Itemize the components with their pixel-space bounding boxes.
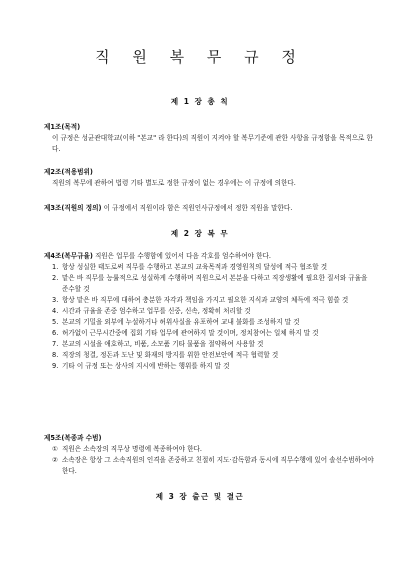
- item-text: 항상 맡은 바 직무에 대하여 충분한 자각과 책임을 가지고 필요한 지식과 교양의 체득에 적극 힘쓸 것: [62, 296, 349, 304]
- item-text: 본교의 기밀을 외부에 누설하거나 허위사실을 유포하여 교내 불화를 조성하지 말 것: [62, 318, 300, 326]
- item-number: 5.: [52, 318, 59, 326]
- article-3-text: 이 규정에서 직원이라 함은 직원인사규정에서 정한 직원을 말한다.: [101, 204, 293, 212]
- article-4-text: 직원은 업무를 수행함에 있어서 다음 각호를 엄수하여야 한다.: [92, 252, 271, 260]
- list-item: [52, 328, 374, 339]
- item-number: 3.: [52, 296, 59, 304]
- item-text: 본교의 시설을 애호하고, 비품, 소모품 기타 물품을 절약하여 사용할 것: [62, 340, 264, 348]
- item-text: 맡은 바 직무를 능률적으로 성실하게 수행하며 직원으로서 본분을 다하고 직장생활에 필요한 질서와 규율을 준수할 것: [62, 274, 368, 293]
- list-item: [52, 317, 374, 328]
- article-4: [44, 251, 374, 372]
- item-number: 6.: [52, 329, 59, 337]
- article-4-heading: 제4조(복무규율): [44, 252, 93, 260]
- list-item: [52, 273, 374, 295]
- article-2-heading: 제2조(적용범위): [44, 168, 93, 176]
- article-1: [44, 122, 374, 155]
- list-item: [52, 306, 374, 317]
- article-5: [44, 433, 374, 477]
- list-item: [52, 444, 374, 455]
- item-text: 항상 성실한 태도로써 직무를 수행하고 본교의 교육목적과 경영원칙의 달성에 적극 협조할 것: [62, 263, 328, 271]
- item-text: 시간과 규율을 존중 엄수하고 업무를 신중, 신속, 정확히 처리할 것: [62, 307, 251, 315]
- list-item: [52, 361, 374, 372]
- document-title: 직 원 복 무 규 정: [95, 48, 305, 66]
- item-text: 직장의 청결, 정돈과 도난 및 화재의 방지를 위한 안전보안에 적극 협력할 것: [62, 351, 279, 359]
- list-item: [52, 295, 374, 306]
- article-2-text: 직원의 복무에 관하여 법령 기타 별도로 정한 규정이 없는 경우에는 이 규정에 의한다.: [52, 179, 296, 187]
- chapter-2-heading: 제 2 장 복 무: [170, 229, 230, 238]
- item-number: 1.: [52, 263, 59, 271]
- item-text: 직원은 소속장의 직무상 명령에 복종하여야 한다.: [62, 445, 202, 453]
- item-number: 9.: [52, 362, 59, 370]
- item-text: 기타 이 규정 또는 상사의 지시에 반하는 행위를 하지 말 것: [62, 362, 230, 370]
- article-4-items: [44, 262, 374, 372]
- list-item: [52, 455, 374, 477]
- item-text: 허가없이 근무시간중에 집회 기타 업무에 관여하지 말 것이며, 정치참여는 일체 하지 말 것: [62, 329, 319, 337]
- item-number: ②: [52, 456, 58, 464]
- item-number: 4.: [52, 307, 59, 315]
- article-2: [44, 167, 374, 189]
- item-number: 8.: [52, 351, 59, 359]
- article-1-heading: 제1조(목적): [44, 123, 81, 131]
- article-5-heading: 제5조(복종과 수범): [44, 434, 102, 442]
- list-item: [52, 339, 374, 350]
- article-3: [44, 203, 374, 214]
- list-item: [52, 350, 374, 361]
- item-number: 2.: [52, 274, 59, 282]
- chapter-1-heading: 제 1 장 총 칙: [170, 97, 230, 106]
- article-3-heading: 제3조(직원의 정의): [44, 204, 102, 212]
- item-number: 7.: [52, 340, 59, 348]
- list-item: [52, 262, 374, 273]
- item-number: ①: [52, 445, 58, 453]
- article-1-text: 이 규정은 성균관대학교(이하 "본교" 라 한다)의 직원이 지켜야 할 복무기준에 관한 사항을 규정함을 목적으로 한다.: [52, 134, 373, 153]
- chapter-3-heading: 제 3 장 출근 및 결근: [155, 492, 245, 501]
- item-text: 소속장은 항상 그 소속직원의 인격을 존중하고 친절히 지도·감독함과 동시에 직무수행에 있어 솔선수범하여야 한다.: [62, 456, 374, 475]
- article-5-items: [44, 444, 374, 477]
